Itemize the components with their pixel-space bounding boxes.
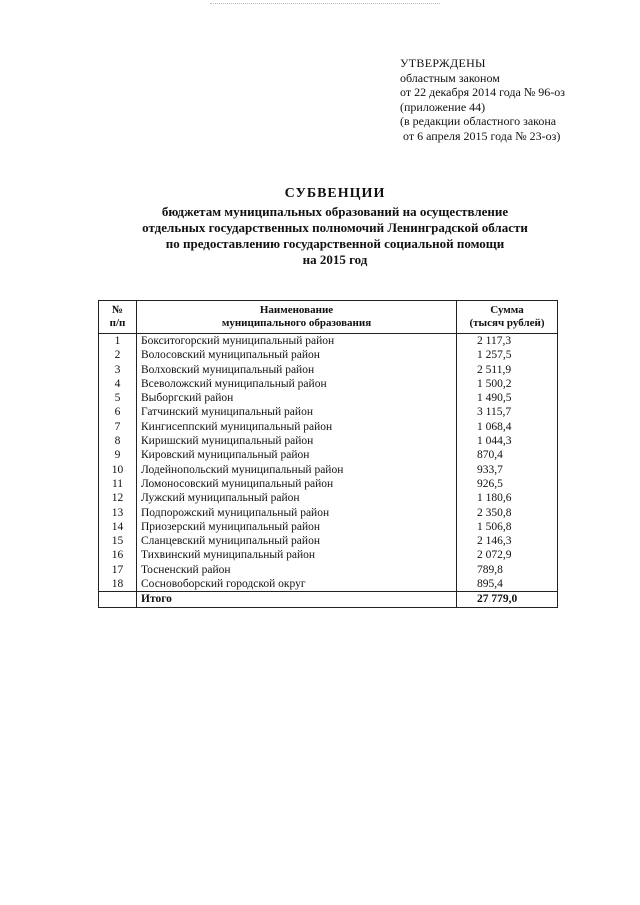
row-municipality-name: Тихвинский муниципальный район <box>137 548 457 562</box>
table-row <box>99 363 558 377</box>
row-number: 1 <box>99 334 137 349</box>
document-subtitle-line: на 2015 год <box>302 252 368 267</box>
table-row <box>99 548 558 562</box>
row-number: 17 <box>99 563 137 577</box>
row-municipality-name: Киришский муниципальный район <box>137 434 457 448</box>
row-number: 18 <box>99 577 137 592</box>
row-number: 11 <box>99 477 137 491</box>
subventions-table <box>98 300 558 608</box>
row-sum: 2 146,3 <box>457 534 558 548</box>
total-number-cell <box>99 592 137 608</box>
document-subtitle-line: по предоставлению государственной социальной помощи <box>165 236 505 251</box>
table-row <box>99 434 558 448</box>
row-municipality-name: Приозерский муниципальный район <box>137 520 457 534</box>
total-label: Итого <box>137 592 457 608</box>
row-number: 9 <box>99 448 137 462</box>
table-row <box>99 506 558 520</box>
approval-line: от 6 апреля 2015 года № 23-оз) <box>403 128 561 143</box>
row-number: 7 <box>99 420 137 434</box>
row-number: 4 <box>99 377 137 391</box>
row-number: 12 <box>99 491 137 505</box>
row-number: 6 <box>99 405 137 419</box>
document-title: СУБВЕНЦИИ <box>284 186 386 201</box>
header-sum: Сумма (тысяч рублей) <box>457 301 558 334</box>
table-row <box>99 405 558 419</box>
row-number: 5 <box>99 391 137 405</box>
document-title-block <box>100 186 570 268</box>
table-row <box>99 491 558 505</box>
approval-line: (приложение 44) <box>400 99 486 114</box>
row-sum: 3 115,7 <box>457 405 558 419</box>
approval-stamp-block <box>400 56 630 143</box>
row-municipality-name: Бокситогорский муниципальный район <box>137 334 457 349</box>
row-sum: 1 500,2 <box>457 377 558 391</box>
row-municipality-name: Лодейнопольский муниципальный район <box>137 463 457 477</box>
table-row <box>99 334 558 349</box>
row-sum: 2 117,3 <box>457 334 558 349</box>
approval-heading: УТВЕРЖДЕНЫ <box>400 56 486 70</box>
row-sum: 1 506,8 <box>457 520 558 534</box>
header-name: Наименование муниципального образования <box>137 301 457 334</box>
row-sum: 1 257,5 <box>457 348 558 362</box>
row-number: 8 <box>99 434 137 448</box>
row-number: 16 <box>99 548 137 562</box>
row-municipality-name: Всеволожский муниципальный район <box>137 377 457 391</box>
header-number: № п/п <box>99 301 137 334</box>
approval-line: областным законом <box>400 70 500 85</box>
row-sum: 789,8 <box>457 563 558 577</box>
table-row <box>99 520 558 534</box>
row-number: 2 <box>99 348 137 362</box>
row-sum: 1 180,6 <box>457 491 558 505</box>
approval-line: (в редакции областного закона <box>400 114 557 128</box>
table-row <box>99 448 558 462</box>
document-subtitle-line: отдельных государственных полномочий Ленинградской области <box>142 220 528 235</box>
row-sum: 926,5 <box>457 477 558 491</box>
table-row <box>99 563 558 577</box>
row-number: 14 <box>99 520 137 534</box>
row-municipality-name: Кингисеппский муниципальный район <box>137 420 457 434</box>
table-row <box>99 477 558 491</box>
row-municipality-name: Выборгский район <box>137 391 457 405</box>
row-number: 10 <box>99 463 137 477</box>
table-row <box>99 420 558 434</box>
row-sum: 933,7 <box>457 463 558 477</box>
row-sum: 2 350,8 <box>457 506 558 520</box>
table-row <box>99 348 558 362</box>
document-subtitle-line: бюджетам муниципальных образований на осуществление <box>161 204 509 219</box>
row-sum: 2 511,9 <box>457 363 558 377</box>
row-sum: 870,4 <box>457 448 558 462</box>
row-municipality-name: Лужский муниципальный район <box>137 491 457 505</box>
row-municipality-name: Ломоносовский муниципальный район <box>137 477 457 491</box>
row-sum: 1 068,4 <box>457 420 558 434</box>
row-number: 3 <box>99 363 137 377</box>
table-row <box>99 463 558 477</box>
row-municipality-name: Гатчинский муниципальный район <box>137 405 457 419</box>
table-total-row <box>99 592 558 608</box>
table-body <box>99 334 558 592</box>
scan-artifact <box>210 3 440 6</box>
row-sum: 2 072,9 <box>457 548 558 562</box>
approval-line: от 22 декабря 2014 года № 96-оз <box>400 85 566 99</box>
table-row <box>99 534 558 548</box>
subventions-table-wrapper <box>98 300 557 608</box>
row-sum: 1 490,5 <box>457 391 558 405</box>
row-sum: 1 044,3 <box>457 434 558 448</box>
row-municipality-name: Кировский муниципальный район <box>137 448 457 462</box>
table-row <box>99 377 558 391</box>
row-municipality-name: Тосненский район <box>137 563 457 577</box>
table-header-row <box>99 301 558 334</box>
row-municipality-name: Подпорожский муниципальный район <box>137 506 457 520</box>
row-sum: 895,4 <box>457 577 558 592</box>
row-number: 15 <box>99 534 137 548</box>
row-municipality-name: Сосновоборский городской округ <box>137 577 457 592</box>
row-number: 13 <box>99 506 137 520</box>
row-municipality-name: Волосовский муниципальный район <box>137 348 457 362</box>
total-sum: 27 779,0 <box>457 592 558 608</box>
table-row <box>99 391 558 405</box>
table-row <box>99 577 558 592</box>
row-municipality-name: Сланцевский муниципальный район <box>137 534 457 548</box>
row-municipality-name: Волховский муниципальный район <box>137 363 457 377</box>
